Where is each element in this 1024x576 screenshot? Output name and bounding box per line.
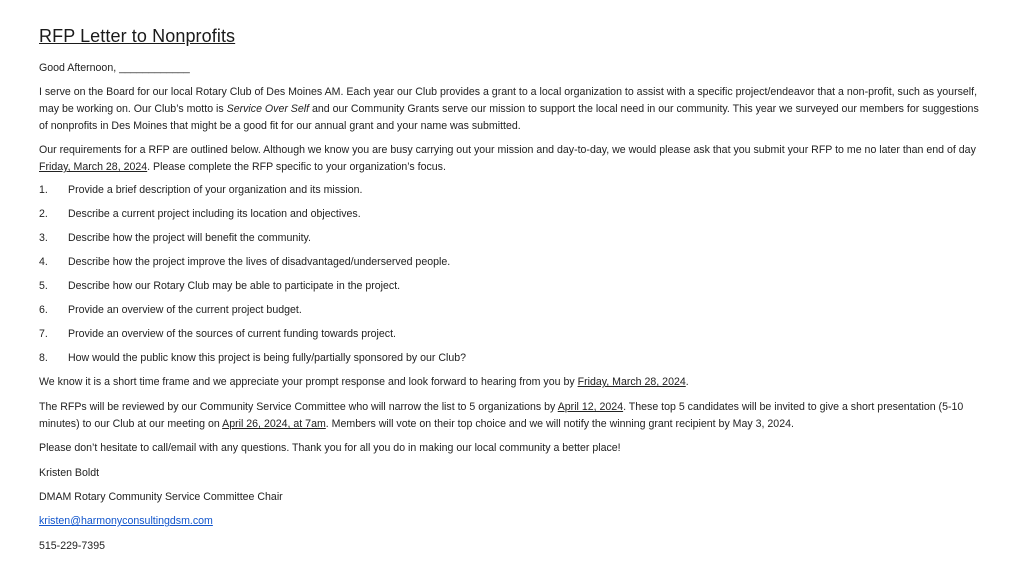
deadline-date: Friday, March 28, 2024 bbox=[577, 376, 686, 388]
list-item bbox=[39, 350, 466, 367]
page-title: RFP Letter to Nonprofits bbox=[39, 26, 236, 46]
list-number: 6. bbox=[39, 304, 48, 316]
list-text: Describe a current project including its location and objectives. bbox=[68, 208, 361, 220]
requirements-text-2: . Please complete the RFP specific to your organization’s focus. bbox=[147, 161, 446, 173]
short-timeframe-paragraph bbox=[39, 374, 689, 391]
review-paragraph bbox=[39, 399, 989, 433]
list-item bbox=[39, 326, 396, 343]
list-item bbox=[39, 278, 400, 295]
review-date: April 12, 2024 bbox=[557, 401, 624, 413]
list-text: Describe how the project improve the lives of disadvantaged/underserved people. bbox=[68, 256, 451, 268]
list-number: 2. bbox=[39, 208, 48, 220]
short-time-text-1: We know it is a short time frame and we appreciate your prompt response and look forward to hearing from you by bbox=[39, 376, 578, 388]
review-text-1: The RFPs will be reviewed by our Community Service Committee who will narrow the list to 5 organizations by bbox=[39, 401, 558, 413]
list-item bbox=[39, 206, 361, 223]
meeting-date: April 26, 2024, at 7am bbox=[222, 418, 326, 430]
requirements-paragraph bbox=[39, 142, 989, 176]
list-number: 3. bbox=[39, 232, 48, 244]
intro-paragraph bbox=[39, 84, 989, 135]
intro-text-1: I serve on the Board for our local Rotary Club of Des Moines AM. Each year our Club provides a grant to a local organization to assist with a specific project/endeavor that a non-profit, such as yourself, may be working on. Our Club’s motto is bbox=[39, 86, 978, 115]
list-text: How would the public know this project is being fully/partially sponsored by our Club? bbox=[68, 352, 467, 364]
list-number: 8. bbox=[39, 352, 48, 364]
review-text-3: . Members will vote on their top choice and we will notify the winning grant recipient by May 3, 2024. bbox=[325, 418, 794, 430]
list-text: Provide an overview of the sources of current funding towards project. bbox=[68, 328, 396, 340]
signer-name: Kristen Boldt bbox=[39, 467, 100, 479]
phone-number: 515-229-7395 bbox=[39, 540, 105, 552]
signer-role: DMAM Rotary Community Service Committee Chair bbox=[39, 491, 283, 503]
list-item bbox=[39, 230, 311, 247]
motto: Service Over Self bbox=[226, 103, 310, 115]
review-text-2: . These top 5 candidates will be invited to give a short presentation (5-10 minutes) to our Club at our meeting on bbox=[39, 401, 964, 430]
deadline-date: Friday, March 28, 2024 bbox=[39, 161, 148, 173]
list-number: 4. bbox=[39, 256, 48, 268]
list-number: 7. bbox=[39, 328, 48, 340]
list-text: Describe how the project will benefit the community. bbox=[68, 232, 311, 244]
closing-paragraph: Please don’t hesitate to call/email with any questions. Thank you for all you do in making our local community a better place! bbox=[39, 442, 621, 454]
requirements-text-1: Our requirements for a RFP are outlined below. Although we know you are busy carrying out your mission and day-to-day, we would please ask that you submit your RFP to me no later than end of day bbox=[39, 144, 976, 156]
intro-text-2: and our Community Grants serve our mission to support the local need in our community. This year we surveyed our members for suggestions of nonprofits in Des Moines that might be a good fit for our annual grant and your name was submitted. bbox=[39, 103, 979, 132]
list-item bbox=[39, 182, 362, 199]
list-item bbox=[39, 254, 450, 271]
list-item bbox=[39, 302, 302, 319]
list-text: Describe how our Rotary Club may be able to participate in the project. bbox=[68, 280, 401, 292]
greeting: Good Afternoon, ____________ bbox=[39, 62, 190, 74]
email-link[interactable]: kristen@harmonyconsultingdsm.com bbox=[39, 515, 213, 527]
list-text: Provide a brief description of your organization and its mission. bbox=[68, 184, 363, 196]
short-time-text-2: . bbox=[685, 376, 689, 388]
list-number: 1. bbox=[39, 184, 48, 196]
list-number: 5. bbox=[39, 280, 48, 292]
list-text: Provide an overview of the current project budget. bbox=[68, 304, 302, 316]
